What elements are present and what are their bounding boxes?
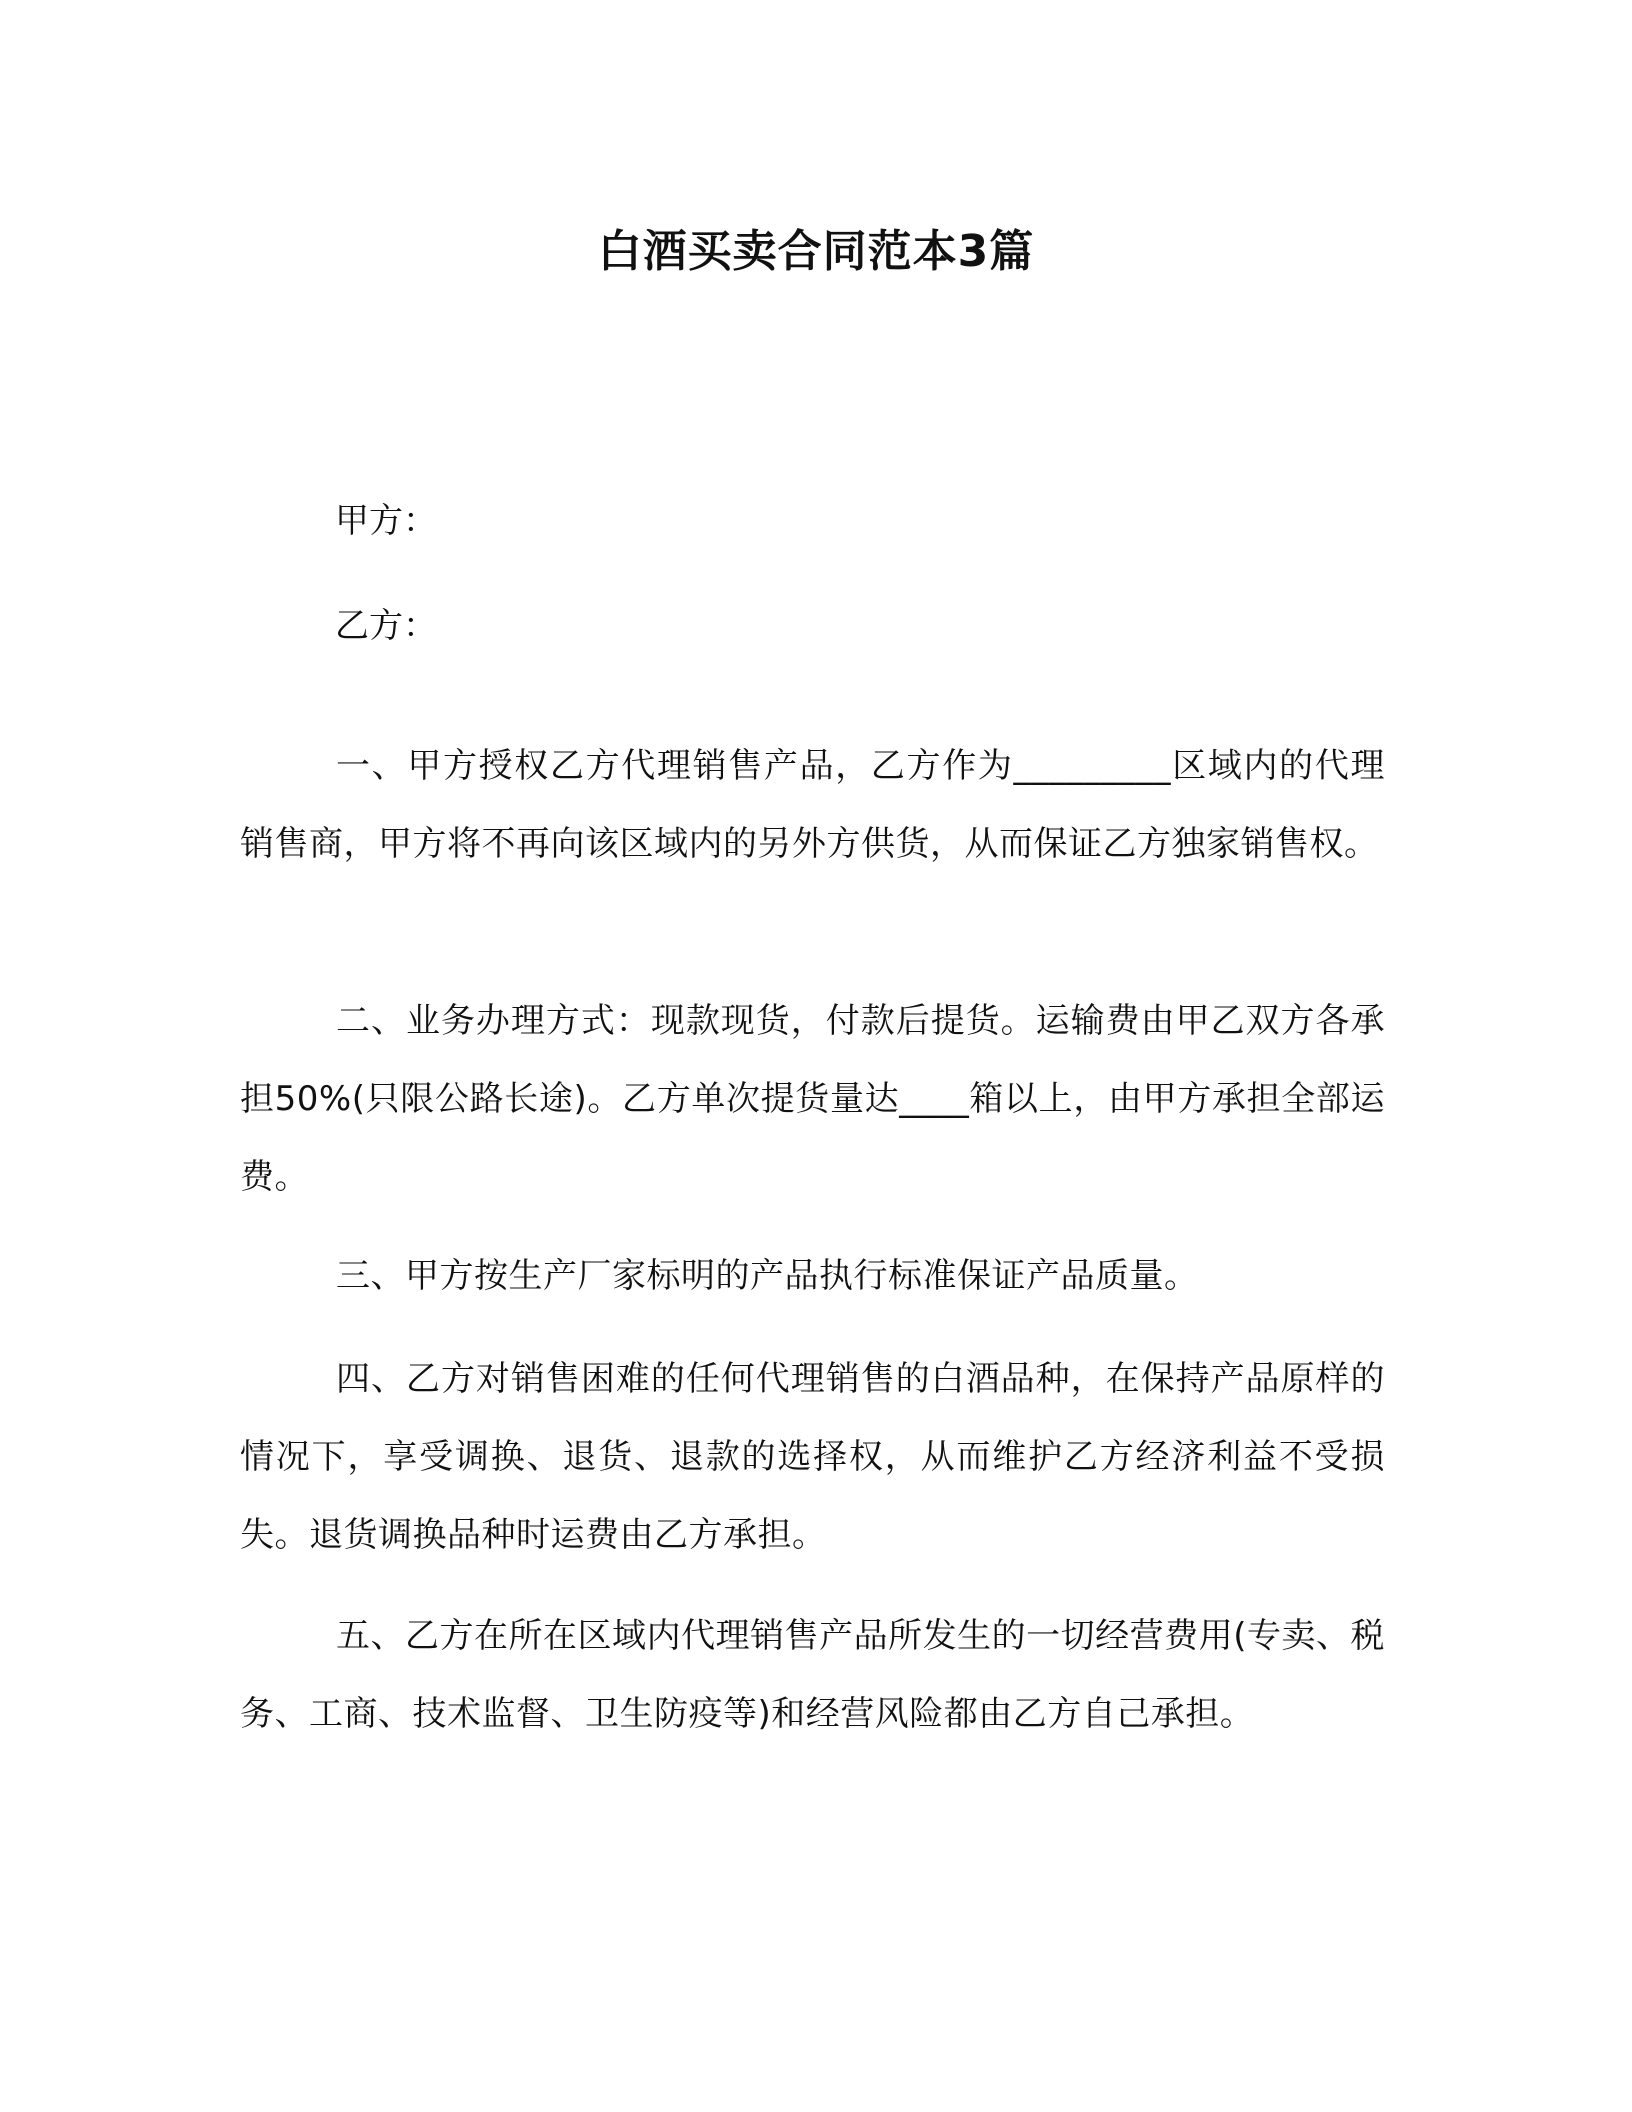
party-a-label: 甲方： xyxy=(335,501,437,541)
clause-4: 四、乙方对销售困难的任何代理销售的白酒品种，在保持产品原样的情况下，享受调换、退货、退款的选择权，从而维护乙方经济利益不受损失。退货调换品种时运费由乙方承担。 xyxy=(240,1359,1385,1555)
clause-1: 一、甲方授权乙方代理销售产品，乙方作为_________区域内的代理销售商，甲方将不再向该区域内的另外方供货，从而保证乙方独家销售权。 xyxy=(240,746,1385,864)
clause-3: 三、甲方按生产厂家标明的产品执行标准保证产品质量。 xyxy=(336,1256,1199,1296)
clause-5: 五、乙方在所在区域内代理销售产品所发生的一切经营费用(专卖、税务、工商、技术监督、卫生防疫等)和经营风险都由乙方自己承担。 xyxy=(240,1616,1385,1734)
party-b-label: 乙方： xyxy=(335,606,437,646)
document-title: 白酒买卖合同范本3篇 xyxy=(597,226,1035,277)
clause-2: 二、业务办理方式：现款现货，付款后提货。运输费由甲乙双方各承担50%(只限公路长途)。乙方单次提货量达____箱以上，由甲方承担全部运费。 xyxy=(240,1001,1385,1197)
